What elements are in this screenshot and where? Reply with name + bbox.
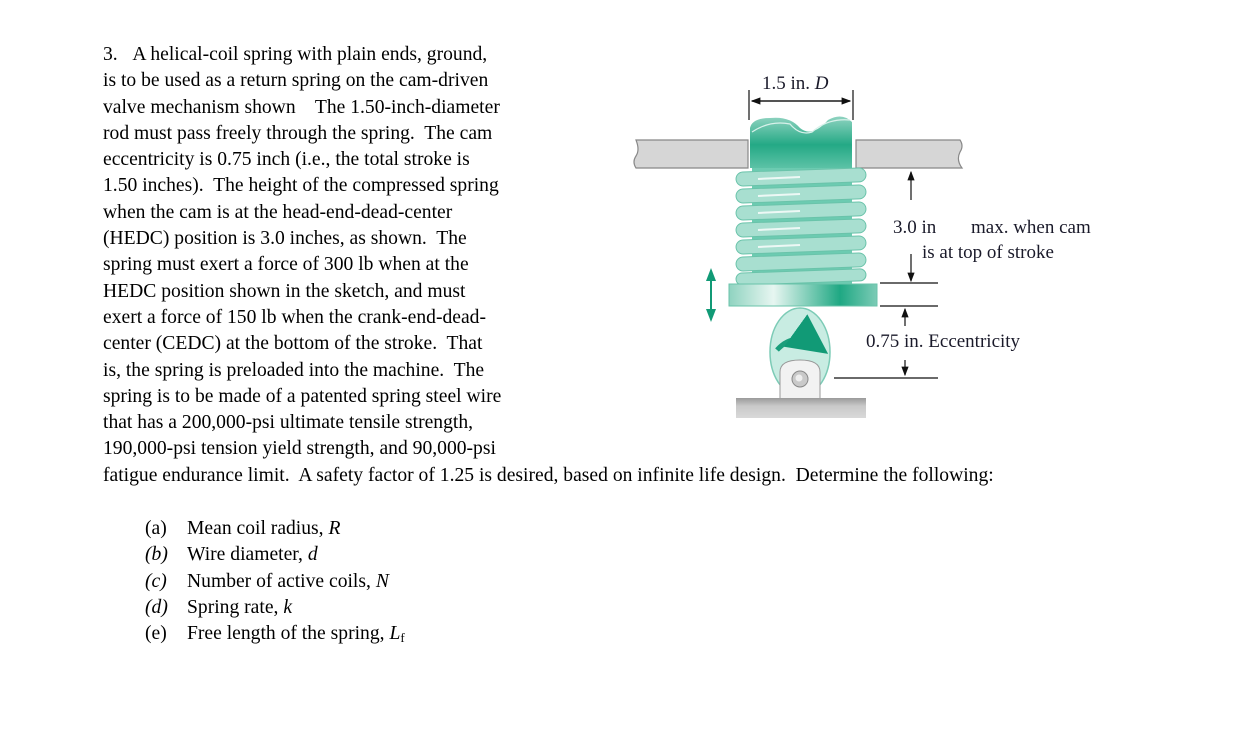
part-d: (d) Spring rate, k [145, 596, 293, 618]
cam-spring-figure [620, 60, 1140, 430]
cam [770, 308, 830, 400]
eccentricity-label: 0.75 in. Eccentricity [866, 331, 1021, 352]
height-note-2: is at top of stroke [922, 242, 1054, 263]
problem-line-3: rod must pass freely through the spring. The cam [103, 122, 493, 144]
problem-line-5: 1.50 inches). The height of the compressed spring [103, 175, 499, 197]
var-k: k [283, 596, 293, 618]
problem-final-line: fatigue endurance limit. A safety factor of 1.25 is desired, based on infinite life design. Determine the following: [103, 465, 994, 486]
diameter-label: 1.5 in. D [762, 73, 829, 94]
problem-line-6: when the cam is at the head-end-dead-center [103, 201, 453, 223]
valve-rod [750, 116, 852, 168]
problem-line-13: spring is to be made of a patented spring steel wire [103, 385, 502, 407]
part-a: (a) Mean coil radius, R [145, 518, 341, 539]
spring-plate [729, 284, 877, 306]
problem-statement [103, 42, 583, 463]
problem-line-2: valve mechanism shown The 1.50-inch-diameter [103, 96, 500, 118]
height-label: 3.0 in [893, 217, 937, 238]
problem-line-12: is, the spring is preloaded into the machine. The [103, 359, 485, 381]
problem-line-10: exert a force of 150 lb when the crank-end-dead- [103, 306, 486, 328]
problem-number: 3. [103, 44, 118, 65]
part-b: (b) Wire diameter, d [145, 544, 318, 566]
problem-line-15: 190,000-psi tension yield strength, and 90,000-psi [103, 438, 496, 460]
cam-spring-diagram [620, 60, 1140, 430]
problem-line-14: that has a 200,000-psi ultimate tensile strength, [103, 412, 474, 434]
var-Lf: L [389, 623, 401, 645]
problem-line-1: is to be used as a return spring on the cam-driven [103, 70, 489, 92]
stroke-arrow-icon [706, 268, 716, 322]
var-N: N [375, 570, 389, 592]
var-R: R [328, 518, 341, 539]
part-c: (c) Number of active coils, N [145, 570, 389, 592]
height-note-1: max. when cam [971, 217, 1091, 238]
problem-line-9: HEDC position shown in the sketch, and must [103, 280, 466, 302]
problem-line-8: spring must exert a force of 300 lb when at the [103, 254, 469, 276]
helical-spring [736, 165, 866, 285]
problem-line-0: 3. A helical-coil spring with plain ends, ground, [103, 44, 488, 65]
base [736, 398, 866, 418]
part-e: (e) Free length of the spring, $L_f$ [145, 623, 405, 646]
problem-line-4: eccentricity is 0.75 inch (i.e., the total stroke is [103, 149, 470, 171]
parts-list [145, 516, 405, 651]
problem-line-11: center (CEDC) at the bottom of the stroke. That [103, 333, 483, 355]
var-d: d [307, 544, 318, 566]
problem-line-7: (HEDC) position is 3.0 inches, as shown. The [103, 228, 467, 250]
